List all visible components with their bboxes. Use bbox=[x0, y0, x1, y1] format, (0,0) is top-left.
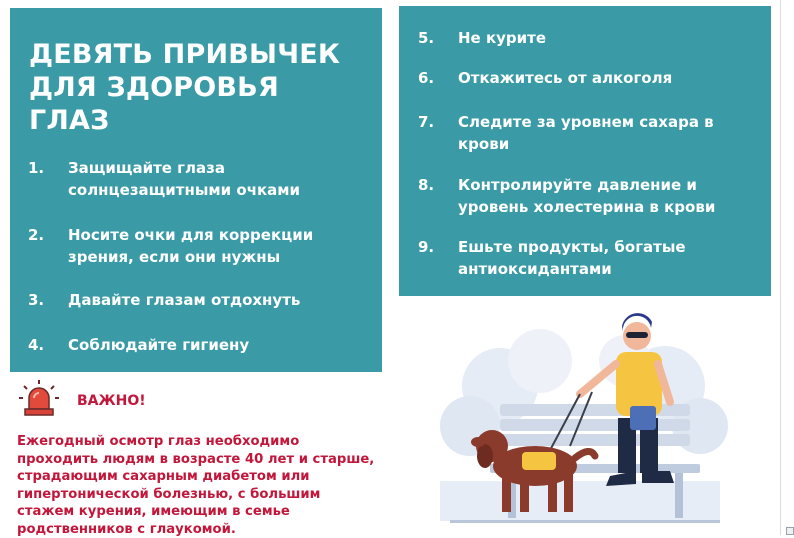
item-text: Давайте глазам отдохнуть bbox=[68, 291, 301, 309]
man-figure bbox=[580, 313, 674, 486]
page-edge-divider bbox=[780, 0, 781, 535]
list-item-6 bbox=[418, 67, 758, 91]
item-number: 8. bbox=[418, 176, 435, 194]
item-number: 9. bbox=[418, 238, 435, 256]
item-text: Не курите bbox=[458, 29, 547, 47]
list-item-7 bbox=[418, 111, 758, 157]
item-number: 5. bbox=[418, 29, 435, 47]
ground-line bbox=[450, 520, 720, 523]
item-number: 3. bbox=[28, 291, 45, 309]
list-item-3 bbox=[28, 289, 373, 313]
list-item-2 bbox=[28, 224, 373, 270]
list-item-4 bbox=[28, 334, 373, 358]
list-item-8 bbox=[418, 174, 758, 220]
item-number: 7. bbox=[418, 113, 435, 131]
page-corner-marker bbox=[786, 527, 794, 535]
item-text: Контролируйте давление и уровень холестерина в крови bbox=[458, 176, 716, 216]
item-text: Защищайте глаза солнцезащитными очками bbox=[68, 159, 301, 199]
item-text: Откажитесь от алкоголя bbox=[458, 69, 673, 87]
item-number: 2. bbox=[28, 226, 45, 244]
list-item-9 bbox=[418, 236, 758, 282]
important-note: Ежегодный осмотр глаз необходимо проходить людям в возрасте 40 лет и старше, страдающим сахарным диабетом или гипертонической болезнью, с большим стажем курения, имеющим в семье родственников с глаукомой. bbox=[17, 434, 375, 537]
item-text: Следите за уровнем сахара в крови bbox=[458, 113, 714, 153]
list-item-5 bbox=[418, 27, 758, 51]
alarm-siren-icon bbox=[18, 378, 60, 420]
page-title: ДЕВЯТЬ ПРИВЫЧЕК ДЛЯ ЗДОРОВЬЯ ГЛАЗ bbox=[29, 39, 341, 136]
item-text: Соблюдайте гигиену bbox=[68, 336, 250, 354]
item-text: Ешьте продукты, богатые антиоксидантами bbox=[458, 238, 686, 278]
item-text: Носите очки для коррекции зрения, если они нужны bbox=[68, 226, 314, 266]
item-number: 4. bbox=[28, 336, 45, 354]
important-label: ВАЖНО! bbox=[77, 393, 146, 409]
tree-blob bbox=[508, 329, 572, 393]
item-number: 6. bbox=[418, 69, 435, 87]
item-number: 1. bbox=[28, 159, 45, 177]
guide-dog-illustration bbox=[430, 306, 730, 528]
list-item-1 bbox=[28, 157, 373, 203]
